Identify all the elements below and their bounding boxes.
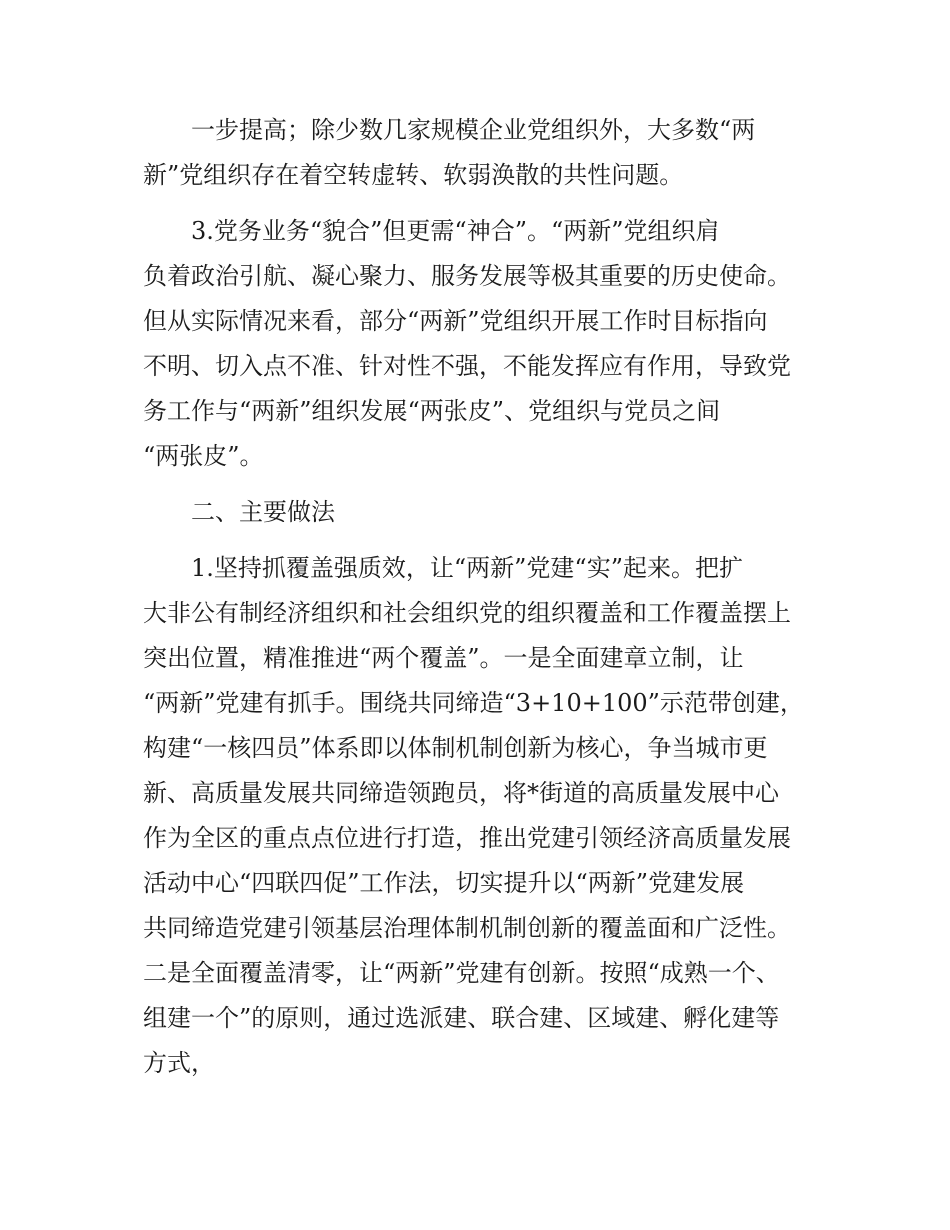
paragraph-1 bbox=[143, 108, 823, 198]
text-line: 共同缔造党建引领基层治理体制机制创新的覆盖面和广泛性。 bbox=[143, 914, 791, 942]
text-line: 务工作与“两新”组织发展“两张皮”、党组织与党员之间 bbox=[143, 397, 721, 425]
text-line: 负着政治引航、凝心聚力、服务发展等极其重要的历史使命。 bbox=[143, 262, 791, 290]
paragraph-spacer bbox=[143, 479, 823, 490]
text-line: 一步提高；除少数几家规模企业党组织外，大多数“两 bbox=[191, 116, 756, 144]
heading-line: 二、主要做法 bbox=[191, 498, 335, 526]
text-line: 作为全区的重点点位进行打造，推出党建引领经济高质量发展 bbox=[143, 824, 791, 852]
paragraph-spacer bbox=[143, 535, 823, 546]
text-line: 组建一个”的原则，通过选派建、联合建、区域建、孵化建等 bbox=[143, 1004, 780, 1032]
text-line: 新”党组织存在着空转虚转、软弱涣散的共性问题。 bbox=[143, 161, 684, 189]
section-heading bbox=[143, 490, 823, 535]
paragraph-3 bbox=[143, 546, 823, 1086]
text-line: 突出位置，精准推进“两个覆盖”。一是全面建章立制，让 bbox=[143, 644, 744, 672]
text-line: 活动中心“四联四促”工作法，切实提升以“两新”党建发展 bbox=[143, 869, 745, 897]
paragraph-2 bbox=[143, 209, 823, 479]
text-line: 但从实际情况来看，部分“两新”党组织开展工作时目标指向 bbox=[143, 307, 768, 335]
text-line: 大非公有制经济组织和社会组织党的组织覆盖和工作覆盖摆上 bbox=[143, 599, 791, 627]
text-line: 方式， bbox=[143, 1049, 215, 1077]
text-line: “两张皮”。 bbox=[143, 442, 264, 470]
document-body bbox=[143, 108, 823, 1086]
paragraph-spacer bbox=[143, 198, 823, 209]
text-line: 1.坚持抓覆盖强质效，让“两新”党建“实”起来。把扩 bbox=[191, 554, 743, 582]
text-line: 构建“一核四员”体系即以体制机制创新为核心，争当城市更 bbox=[143, 734, 768, 762]
text-line: 二是全面覆盖清零，让“两新”党建有创新。按照“成熟一个、 bbox=[143, 959, 780, 987]
text-line: 不明、切入点不准、针对性不强，不能发挥应有作用，导致党 bbox=[143, 352, 791, 380]
text-line: “两新”党建有抓手。围绕共同缔造“3+10+100”示范带创建， bbox=[143, 689, 804, 717]
text-line: 新、高质量发展共同缔造领跑员，将*街道的高质量发展中心 bbox=[143, 779, 779, 807]
text-line: 3.党务业务“貌合”但更需“神合”。“两新”党组织肩 bbox=[191, 217, 720, 245]
